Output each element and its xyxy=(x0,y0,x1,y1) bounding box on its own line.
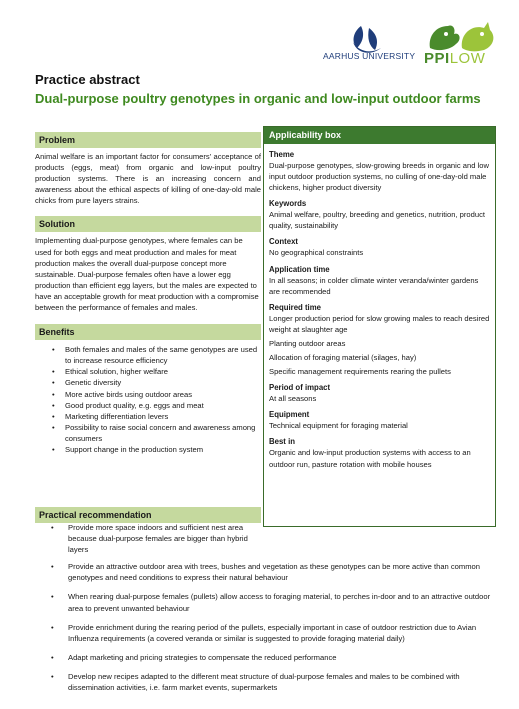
required-time-text: Specific management requirements rearing the pullets xyxy=(269,367,451,377)
ppilow-label-b: LOW xyxy=(449,50,486,67)
applicability-heading: Applicability box xyxy=(264,127,495,144)
list-item: • Provide an attractive outdoor area with trees, bushes and vegetation as these genotypes can be more active than common genotypes and need conditions to express their natural behaviour xyxy=(35,561,499,583)
solution-text: Implementing dual-purpose genotypes, where females can be used for both eggs and meat production and males for meat production makes the overall dual-purpose concept more sustainable. Dual-purpose females often have a lower egg production than efficient egg layers, but the males are expected to have an acceptable growth for meat production with a compromise between the performance of females and males. xyxy=(35,236,259,313)
document-type: Practice abstract xyxy=(35,72,140,87)
list-item: • Marketing differentiation levers xyxy=(35,411,261,422)
practical-heading: Practical recommendation xyxy=(35,507,261,523)
theme-text: Dual-purpose genotypes, slow-growing breeds in organic and low input outdoor production systems, no culling of one-day-old male chickens, higher product diversity xyxy=(269,161,489,193)
list-item: • Both females and males of the same genotypes are used to increase resource efficiency xyxy=(35,344,261,366)
period-of-impact-text: At all seasons xyxy=(269,394,317,404)
list-item: • Adapt marketing and pricing strategies to compensate the reduced performance xyxy=(35,652,499,663)
required-time-text: Planting outdoor areas xyxy=(269,338,346,348)
context-text: No geographical constraints xyxy=(269,248,364,258)
practical-list xyxy=(35,522,499,701)
problem-text: Animal welfare is an important factor for consumers’ acceptance of products (eggs, meat) from organic and low-input poultry production systems. There is an increasing concern and awareness about the ethical aspects of killing of one-day-old male chicks from pure layers strains. xyxy=(35,152,261,206)
list-item: • Ethical solution, higher welfare xyxy=(35,366,261,377)
period-of-impact-label: Period of impact xyxy=(269,383,331,393)
list-item: • More active birds using outdoor areas xyxy=(35,389,261,400)
context-label: Context xyxy=(269,237,299,247)
applicability-box xyxy=(263,126,496,527)
required-time-text: Allocation of foraging material (silages, hay) xyxy=(269,353,417,363)
theme-label: Theme xyxy=(269,150,295,159)
list-item: • Provide more space indoors and sufficient nest area because dual-purpose females are bigger than hybrid layers xyxy=(35,522,499,555)
list-item: • Good product quality, e.g. eggs and meat xyxy=(35,400,261,411)
list-item: • Support change in the production system xyxy=(35,444,261,455)
list-item: • Develop new recipes adapted to the different meat structure of dual-purpose females and males to be combined with dissemination activities, i.e. farm market events, supermarkets xyxy=(35,671,499,693)
benefits-heading: Benefits xyxy=(35,324,261,340)
ppilow-logo-label xyxy=(424,50,485,67)
application-time-label: Application time xyxy=(269,264,330,274)
benefits-list xyxy=(35,344,261,455)
required-time-text: Longer production period for slow growing males to reach desired weight at slaughter age xyxy=(269,313,490,334)
solution-heading: Solution xyxy=(35,216,261,232)
application-time-text: In all seasons; in colder climate winter veranda/winter gardens are recommended xyxy=(269,275,479,296)
ppilow-label-a: PPI xyxy=(424,50,450,67)
keywords-text: Animal welfare, poultry, breeding and genetics, nutrition, product quality, sustainability xyxy=(269,210,485,231)
best-in-label: Best in xyxy=(269,437,295,447)
equipment-text: Technical equipment for foraging material xyxy=(269,421,408,431)
list-item: • Possibility to raise social concern and awareness among consumers xyxy=(35,422,261,444)
list-item: • Provide enrichment during the rearing period of the pullets, especially important in case of outdoor restriction due to Avian Influenza requirements (a covered veranda or similar is suggested to provide foraging material daily) xyxy=(35,622,499,644)
equipment-label: Equipment xyxy=(269,410,310,420)
au-logo-label: AARHUS UNIVERSITY xyxy=(323,51,416,61)
required-time-label: Required time xyxy=(269,302,321,312)
list-item: • Genetic diversity xyxy=(35,377,261,388)
problem-heading: Problem xyxy=(35,132,261,148)
list-item: • When rearing dual-purpose females (pullets) allow access to foraging material, to perches in-door and to an attractive outdoor area to prevent unwanted behaviour xyxy=(35,591,499,613)
keywords-label: Keywords xyxy=(269,199,307,209)
left-column xyxy=(35,132,261,455)
document-title: Dual-purpose poultry genotypes in organic and low-input outdoor farms xyxy=(35,91,481,106)
best-in-text: Organic and low-input production systems with access to an outdoor run, pasture rotation with mobile houses xyxy=(269,448,471,469)
